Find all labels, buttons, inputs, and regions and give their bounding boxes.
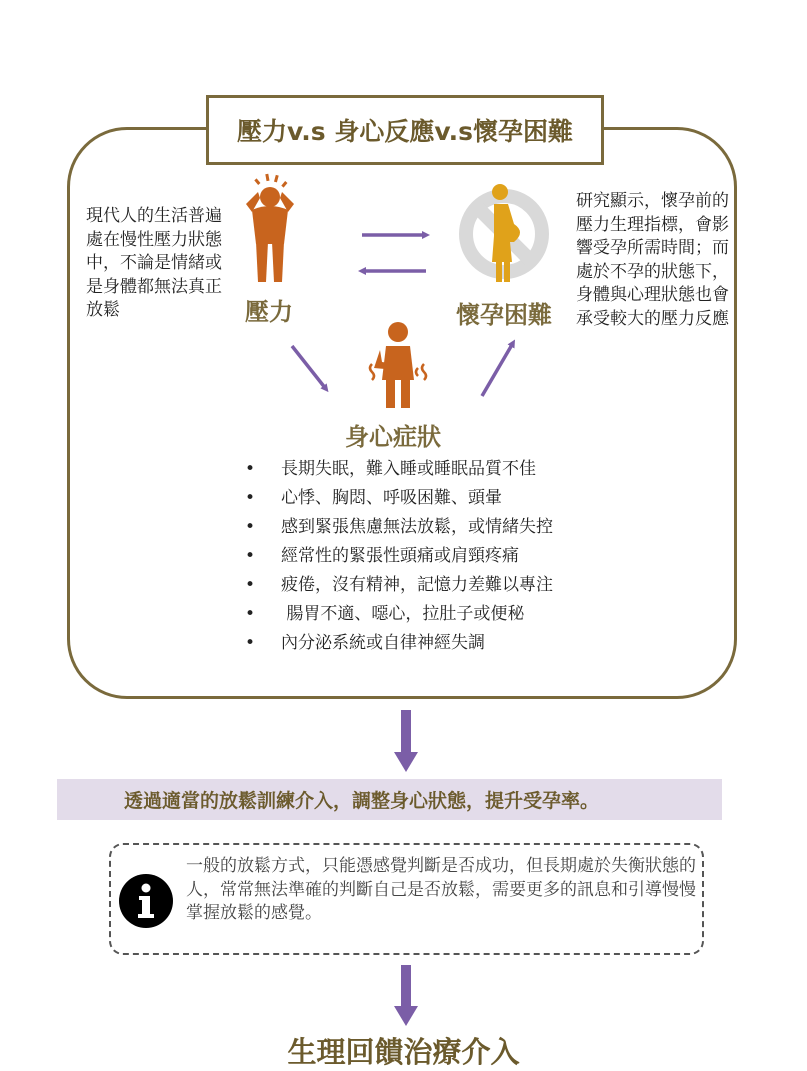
symptom-text: 經常性的緊張性頭痛或肩頸疼痛 xyxy=(281,546,519,566)
bullet-dot: • xyxy=(245,604,256,624)
symptom-text: 疲倦，沒有精神，記憶力差難以專注 xyxy=(281,575,553,595)
bullet-dot: • xyxy=(245,517,256,537)
list-item xyxy=(245,571,553,600)
symptom-text: 內分泌系統或自律神經失調 xyxy=(281,633,485,653)
bullet-dot: • xyxy=(245,546,256,566)
list-item xyxy=(245,542,553,571)
info-icon xyxy=(119,874,173,928)
list-item xyxy=(245,600,553,629)
symptom-text: 感到緊張焦慮無法放鬆，或情緒失控 xyxy=(281,517,553,537)
symptoms-list xyxy=(245,455,553,658)
relaxation-banner: 透過適當的放鬆訓練介入，調整身心狀態，提升受孕率。 xyxy=(57,779,722,820)
bullet-dot: • xyxy=(245,459,256,479)
page-title: 壓力v.s 身心反應v.s懷孕困難 xyxy=(206,95,604,165)
bullet-dot: • xyxy=(245,633,256,653)
down-arrow-1-shaft xyxy=(401,710,411,758)
left-description: 現代人的生活普遍處在慢性壓力狀態中，不論是情緒或是身體都無法真正放鬆 xyxy=(86,206,222,320)
symptom-text: 長期失眠，難入睡或睡眠品質不佳 xyxy=(281,459,536,479)
list-item xyxy=(245,455,553,484)
list-item xyxy=(245,484,553,513)
bullet-dot: • xyxy=(245,488,256,508)
bullet-dot: • xyxy=(245,575,256,595)
biofeedback-title: 生理回饋治療介入 xyxy=(287,1035,520,1069)
symptom-text: 心悸、胸悶、呼吸困難、頭暈 xyxy=(281,488,502,508)
down-arrow-2-head xyxy=(394,1006,418,1026)
arrow-stress-to-symptoms xyxy=(292,346,326,389)
list-item xyxy=(245,629,553,658)
pregnancy-difficulty-label: 懷孕困難 xyxy=(456,301,552,329)
symptoms-label: 身心症狀 xyxy=(345,423,441,451)
arrow-symptoms-to-pregnancy xyxy=(482,343,513,396)
stress-label: 壓力 xyxy=(245,298,293,326)
right-description: 研究顯示，懷孕前的壓力生理指標，會影響受孕所需時間；而處於不孕的狀態下，身體與心理狀態也會承受較大的壓力反應 xyxy=(576,191,729,329)
down-arrow-1-head xyxy=(394,752,418,772)
down-arrow-2-shaft xyxy=(401,965,411,1013)
info-text: 一般的放鬆方式，只能憑感覺判斷是否成功，但長期處於失衡狀態的人，常常無法準確的判斷自己是否放鬆，需要更多的訊息和引導慢慢掌握放鬆的感覺。 xyxy=(186,856,696,923)
symptom-text: 腸胃不適、噁心，拉肚子或便秘 xyxy=(281,604,525,624)
list-item xyxy=(245,513,553,542)
